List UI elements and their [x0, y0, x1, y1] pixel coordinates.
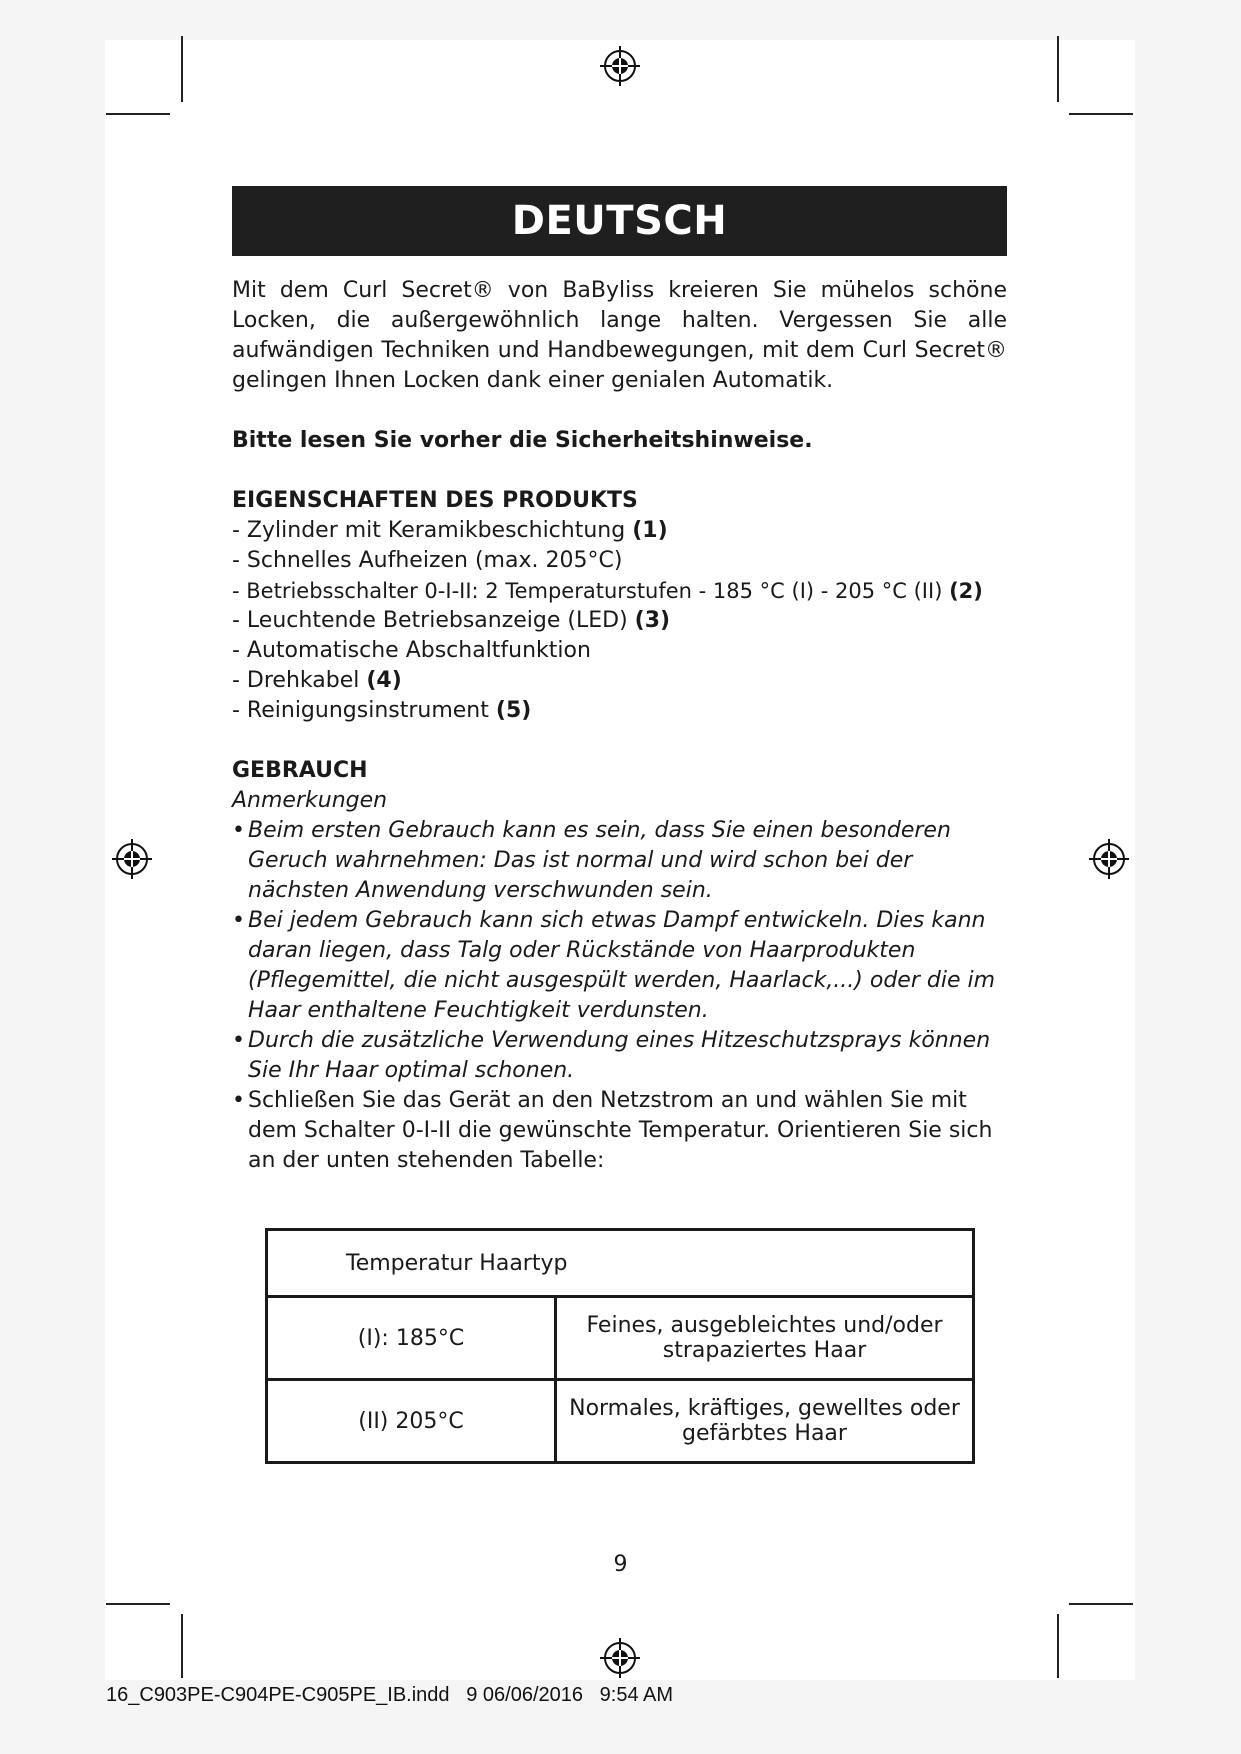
table-cell-temperature: (II) 205°C: [267, 1380, 556, 1463]
language-title: DEUTSCH: [232, 186, 1007, 256]
crop-mark: [106, 1603, 170, 1605]
crop-mark: [1069, 1603, 1133, 1605]
registration-mark-icon: [110, 837, 154, 881]
notes-title: Anmerkungen: [232, 788, 388, 813]
intro-paragraph: Mit dem Curl Secret® von BaByliss kreieren Sie mühelos schöne Locken, die außergewöhnlich lange halten. Vergessen Sie alle aufwändigen Techniken und Handbewegungen, mit dem Curl Secret® gelingen Ihnen Locken dank einer genialen Automatik.: [232, 278, 1007, 393]
table-row: [267, 1380, 974, 1463]
registration-mark-icon: [598, 1636, 642, 1680]
list-item: - Betriebsschalter 0-I-II: 2 Temperaturstufen - 185 °C (I) - 205 °C (II) (2): [232, 579, 983, 603]
list-item: • Schließen Sie das Gerät an den Netzstrom an und wählen Sie mit dem Schalter 0-I-II die gewünschte Temperatur. Orientieren Sie sich an der unten stehenden Tabelle:: [232, 1086, 1007, 1176]
list-item: - Drehkabel (4): [232, 668, 402, 693]
list-item: • Bei jedem Gebrauch kann sich etwas Dampf entwickeln. Dies kann daran liegen, dass Talg oder Rückstände von Haarprodukten (Pflegemittel, die nicht ausgespült werden, Haarlack,...) oder die im Haar enthaltene Feuchtigkeit verdunsten.: [232, 906, 1007, 1026]
list-item: - Automatische Abschaltfunktion: [232, 638, 591, 663]
usage-heading: GEBRAUCH: [232, 758, 368, 783]
list-item: - Zylinder mit Keramikbeschichtung (1): [232, 518, 668, 543]
registration-mark-icon: [598, 44, 642, 88]
crop-mark: [1069, 113, 1133, 115]
table-cell-hair-type: Normales, kräftiges, gewelltes oder gefärbtes Haar: [556, 1380, 974, 1463]
list-item: - Reinigungsinstrument (5): [232, 698, 532, 723]
safety-notice: Bitte lesen Sie vorher die Sicherheitshinweise.: [232, 428, 813, 453]
table-cell-temperature: (I): 185°C: [267, 1297, 556, 1380]
crop-mark: [106, 113, 170, 115]
usage-notes-list: [232, 816, 1007, 1176]
table-header-row: [267, 1230, 974, 1297]
crop-mark: [181, 36, 183, 102]
crop-mark: [181, 1614, 183, 1678]
table-cell-hair-type: Feines, ausgebleichtes und/oder strapaziertes Haar: [556, 1297, 974, 1380]
page-number: 9: [613, 1552, 628, 1577]
crop-mark: [1057, 36, 1059, 102]
list-item: • Durch die zusätzliche Verwendung eines Hitzeschutzsprays können Sie Ihr Haar optimal schonen.: [232, 1026, 1007, 1086]
main-content: [232, 186, 1007, 1176]
features-heading: EIGENSCHAFTEN DES PRODUKTS: [232, 488, 638, 513]
table-header-cell: Temperatur Haartyp: [267, 1230, 974, 1297]
slug-line: 16_C903PE-C904PE-C905PE_IB.indd 9 06/06/2016 9:54 AM: [106, 1684, 674, 1706]
list-item: - Leuchtende Betriebsanzeige (LED) (3): [232, 608, 671, 633]
features-list: [232, 516, 1007, 726]
temperature-table: [265, 1228, 975, 1464]
list-item: - Schnelles Aufheizen (max. 205°C): [232, 548, 623, 573]
list-item: • Beim ersten Gebrauch kann es sein, dass Sie einen besonderen Geruch wahrnehmen: Das ist normal und wird schon bei der nächsten Anwendung verschwunden sein.: [232, 816, 1007, 906]
table-row: [267, 1297, 974, 1380]
registration-mark-icon: [1087, 837, 1131, 881]
crop-mark: [1057, 1614, 1059, 1678]
